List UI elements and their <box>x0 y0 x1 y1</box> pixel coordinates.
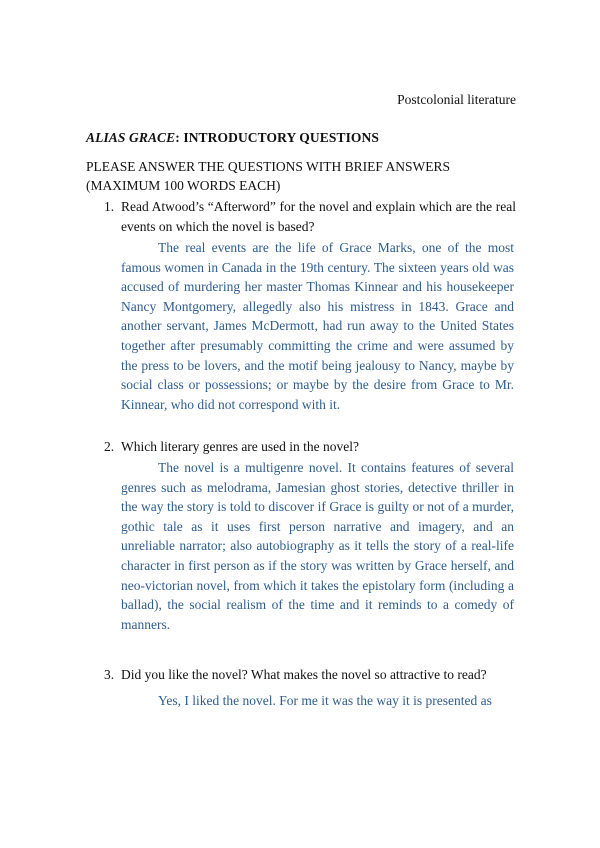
title-work: ALIAS GRACE <box>86 130 176 145</box>
question-text: Read Atwood’s “Afterword” for the novel and explain which are the real events on which the novel is based? <box>121 199 516 234</box>
instructions: PLEASE ANSWER THE QUESTIONS WITH BRIEF ANSWERS (MAXIMUM 100 WORDS EACH) <box>86 159 451 193</box>
question-1 <box>104 197 516 236</box>
question-number: 3. <box>104 667 115 682</box>
answer-3: Yes, I liked the novel. For me it was the way it is presented as <box>158 693 492 708</box>
title-rest: : INTRODUCTORY QUESTIONS <box>175 130 379 145</box>
course-name: Postcolonial literature <box>397 92 516 107</box>
question-text: Did you like the novel? What makes the novel so attractive to read? <box>121 667 487 682</box>
question-text: Which literary genres are used in the novel? <box>121 439 360 454</box>
question-2 <box>104 437 516 457</box>
question-number: 2. <box>104 439 115 454</box>
question-3 <box>104 665 516 685</box>
page-title <box>86 130 379 146</box>
answer-2: The novel is a multigenre novel. It contains features of several genres such as melodrama, Jamesian ghost stories, detective thriller in the way the story is told to discover if Grace is guilty or not of a murder, gothic tale as it uses first person narrative and imagery, and an unreliable narrator; also autobiography as it tells the story of a real-life character in first person as if the story was written by Grace herself, and neo-victorian novel, from which it takes the epistolary form (including a ballad), the social realism of the time and it reminds to a comedy of manners. <box>121 460 514 632</box>
question-number: 1. <box>104 199 115 214</box>
answer-1: The real events are the life of Grace Marks, one of the most famous women in Canada in the 19th century. The sixteen years old was accused of murdering her master Thomas Kinnear and his housekeeper Nancy Montgomery, allegedly also his mistress in 1843. Grace and another servant, James McDermott, had run away to the United States together after presumably committing the crime and were assumed by the press to be lovers, and the motif being jealousy to Nancy, maybe by social class or possessions; or maybe by the desire from Grace to Mr. Kinnear, who did not correspond with it. <box>121 240 514 412</box>
